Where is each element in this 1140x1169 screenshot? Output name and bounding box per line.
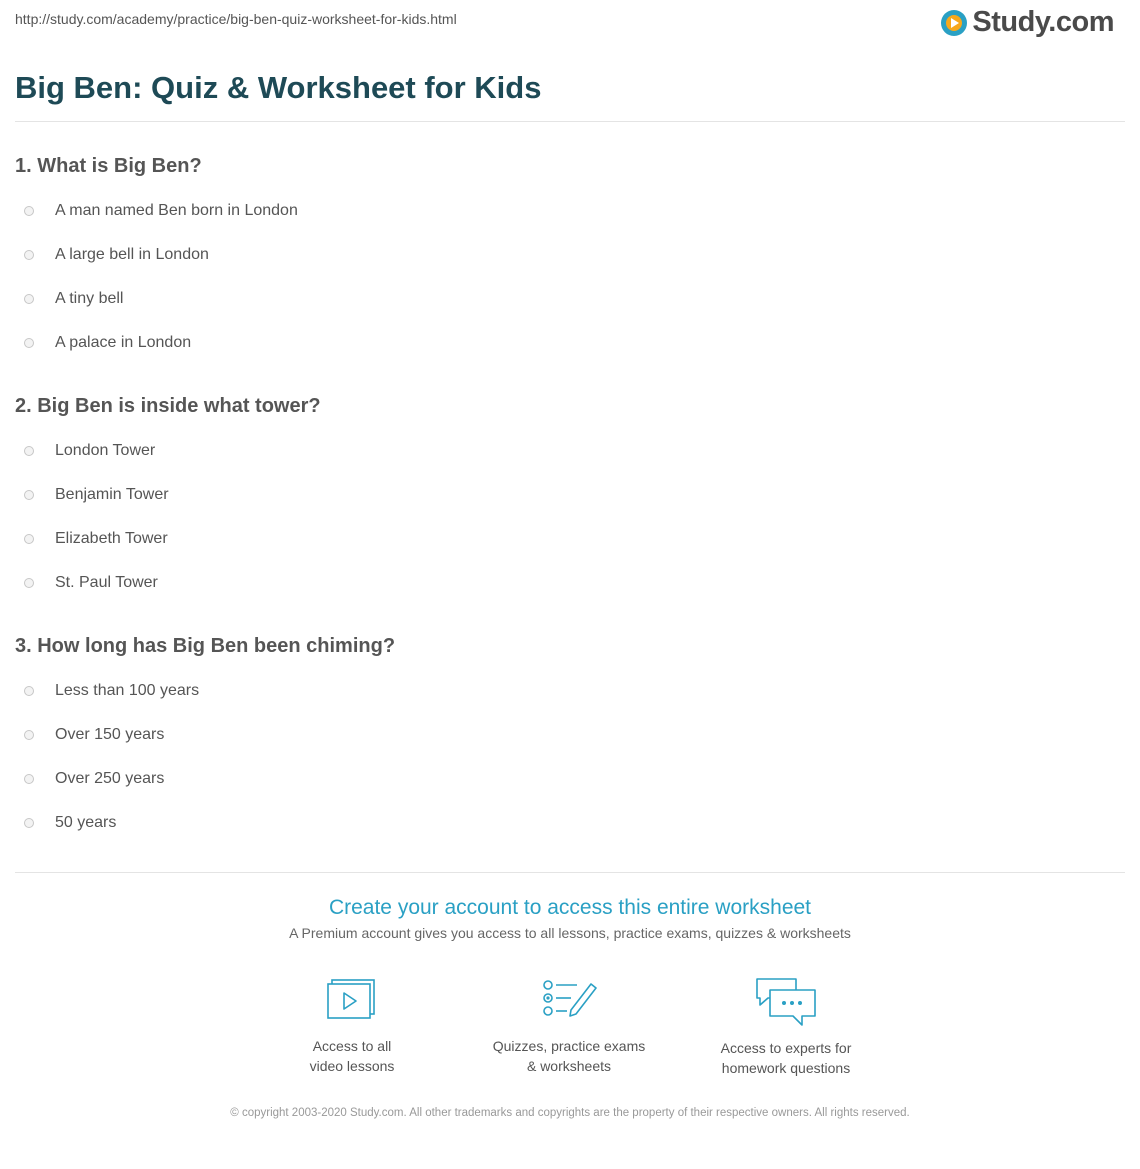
radio-button[interactable]	[24, 446, 34, 456]
radio-button[interactable]	[24, 338, 34, 348]
radio-button[interactable]	[24, 250, 34, 260]
answer-option[interactable]	[15, 321, 298, 365]
answer-list	[15, 429, 321, 605]
answer-label: Elizabeth Tower	[55, 530, 168, 547]
feature-video-lessons	[252, 976, 452, 1076]
answer-list	[15, 189, 298, 365]
feature-label: Access to experts for homework questions	[720, 1040, 852, 1076]
radio-button[interactable]	[24, 818, 34, 828]
radio-button[interactable]	[24, 206, 34, 216]
answer-option[interactable]	[15, 757, 395, 801]
question-1	[15, 155, 298, 365]
radio-button[interactable]	[24, 578, 34, 588]
question-title: 3. How long has Big Ben been chiming?	[15, 635, 396, 657]
answer-label: A tiny bell	[55, 290, 124, 307]
cta-subtitle: A Premium account gives you access to all lessons, practice exams, quizzes & worksheets	[289, 925, 851, 941]
copyright-notice: © copyright 2003-2020 Study.com. All other trademarks and copyrights are the property of their respective owners. All rights reserved.	[230, 1107, 910, 1119]
answer-option[interactable]	[15, 277, 298, 321]
study-logo-icon	[940, 9, 968, 37]
answer-option[interactable]	[15, 801, 395, 845]
answer-option[interactable]	[15, 233, 298, 277]
feature-label: Access to all video lessons	[309, 1038, 395, 1074]
feature-quizzes	[469, 976, 669, 1076]
cta-divider	[15, 872, 1125, 873]
answer-option[interactable]	[15, 189, 298, 233]
answer-option[interactable]	[15, 713, 395, 757]
answer-label: A large bell in London	[55, 246, 209, 263]
radio-button[interactable]	[24, 534, 34, 544]
cta-title-link[interactable]: Create your account to access this entire worksheet	[328, 896, 812, 919]
page-url: http://study.com/academy/practice/big-ben-quiz-worksheet-for-kids.html	[15, 11, 457, 27]
answer-label: London Tower	[55, 442, 156, 459]
answer-label: Over 250 years	[55, 770, 165, 787]
answer-option[interactable]	[15, 517, 321, 561]
answer-label: 50 years	[55, 814, 117, 831]
answer-option[interactable]	[15, 561, 321, 605]
video-lessons-icon	[325, 976, 379, 1026]
radio-button[interactable]	[24, 686, 34, 696]
answer-option[interactable]	[15, 429, 321, 473]
question-3	[15, 635, 395, 845]
answer-label: Over 150 years	[55, 726, 165, 743]
answer-option[interactable]	[15, 669, 395, 713]
radio-button[interactable]	[24, 730, 34, 740]
question-title: 2. Big Ben is inside what tower?	[15, 395, 321, 417]
logo-text: Study.com	[972, 6, 1114, 38]
feature-label: Quizzes, practice exams & worksheets	[492, 1038, 646, 1074]
radio-button[interactable]	[24, 490, 34, 500]
page-title: Big Ben: Quiz & Worksheet for Kids	[15, 70, 542, 105]
question-title: 1. What is Big Ben?	[15, 155, 202, 177]
answer-label: Benjamin Tower	[55, 486, 169, 503]
title-divider	[15, 121, 1125, 122]
answer-label: St. Paul Tower	[55, 574, 158, 591]
radio-button[interactable]	[24, 774, 34, 784]
quiz-checklist-icon	[541, 976, 597, 1026]
answer-label: A palace in London	[55, 334, 192, 351]
study-logo[interactable]	[940, 6, 1114, 39]
chat-bubbles-icon	[754, 976, 818, 1028]
answer-list	[15, 669, 395, 845]
answer-label: A man named Ben born in London	[55, 202, 298, 219]
question-2	[15, 395, 321, 605]
answer-label: Less than 100 years	[55, 682, 200, 699]
radio-button[interactable]	[24, 294, 34, 304]
feature-experts	[686, 976, 886, 1078]
answer-option[interactable]	[15, 473, 321, 517]
